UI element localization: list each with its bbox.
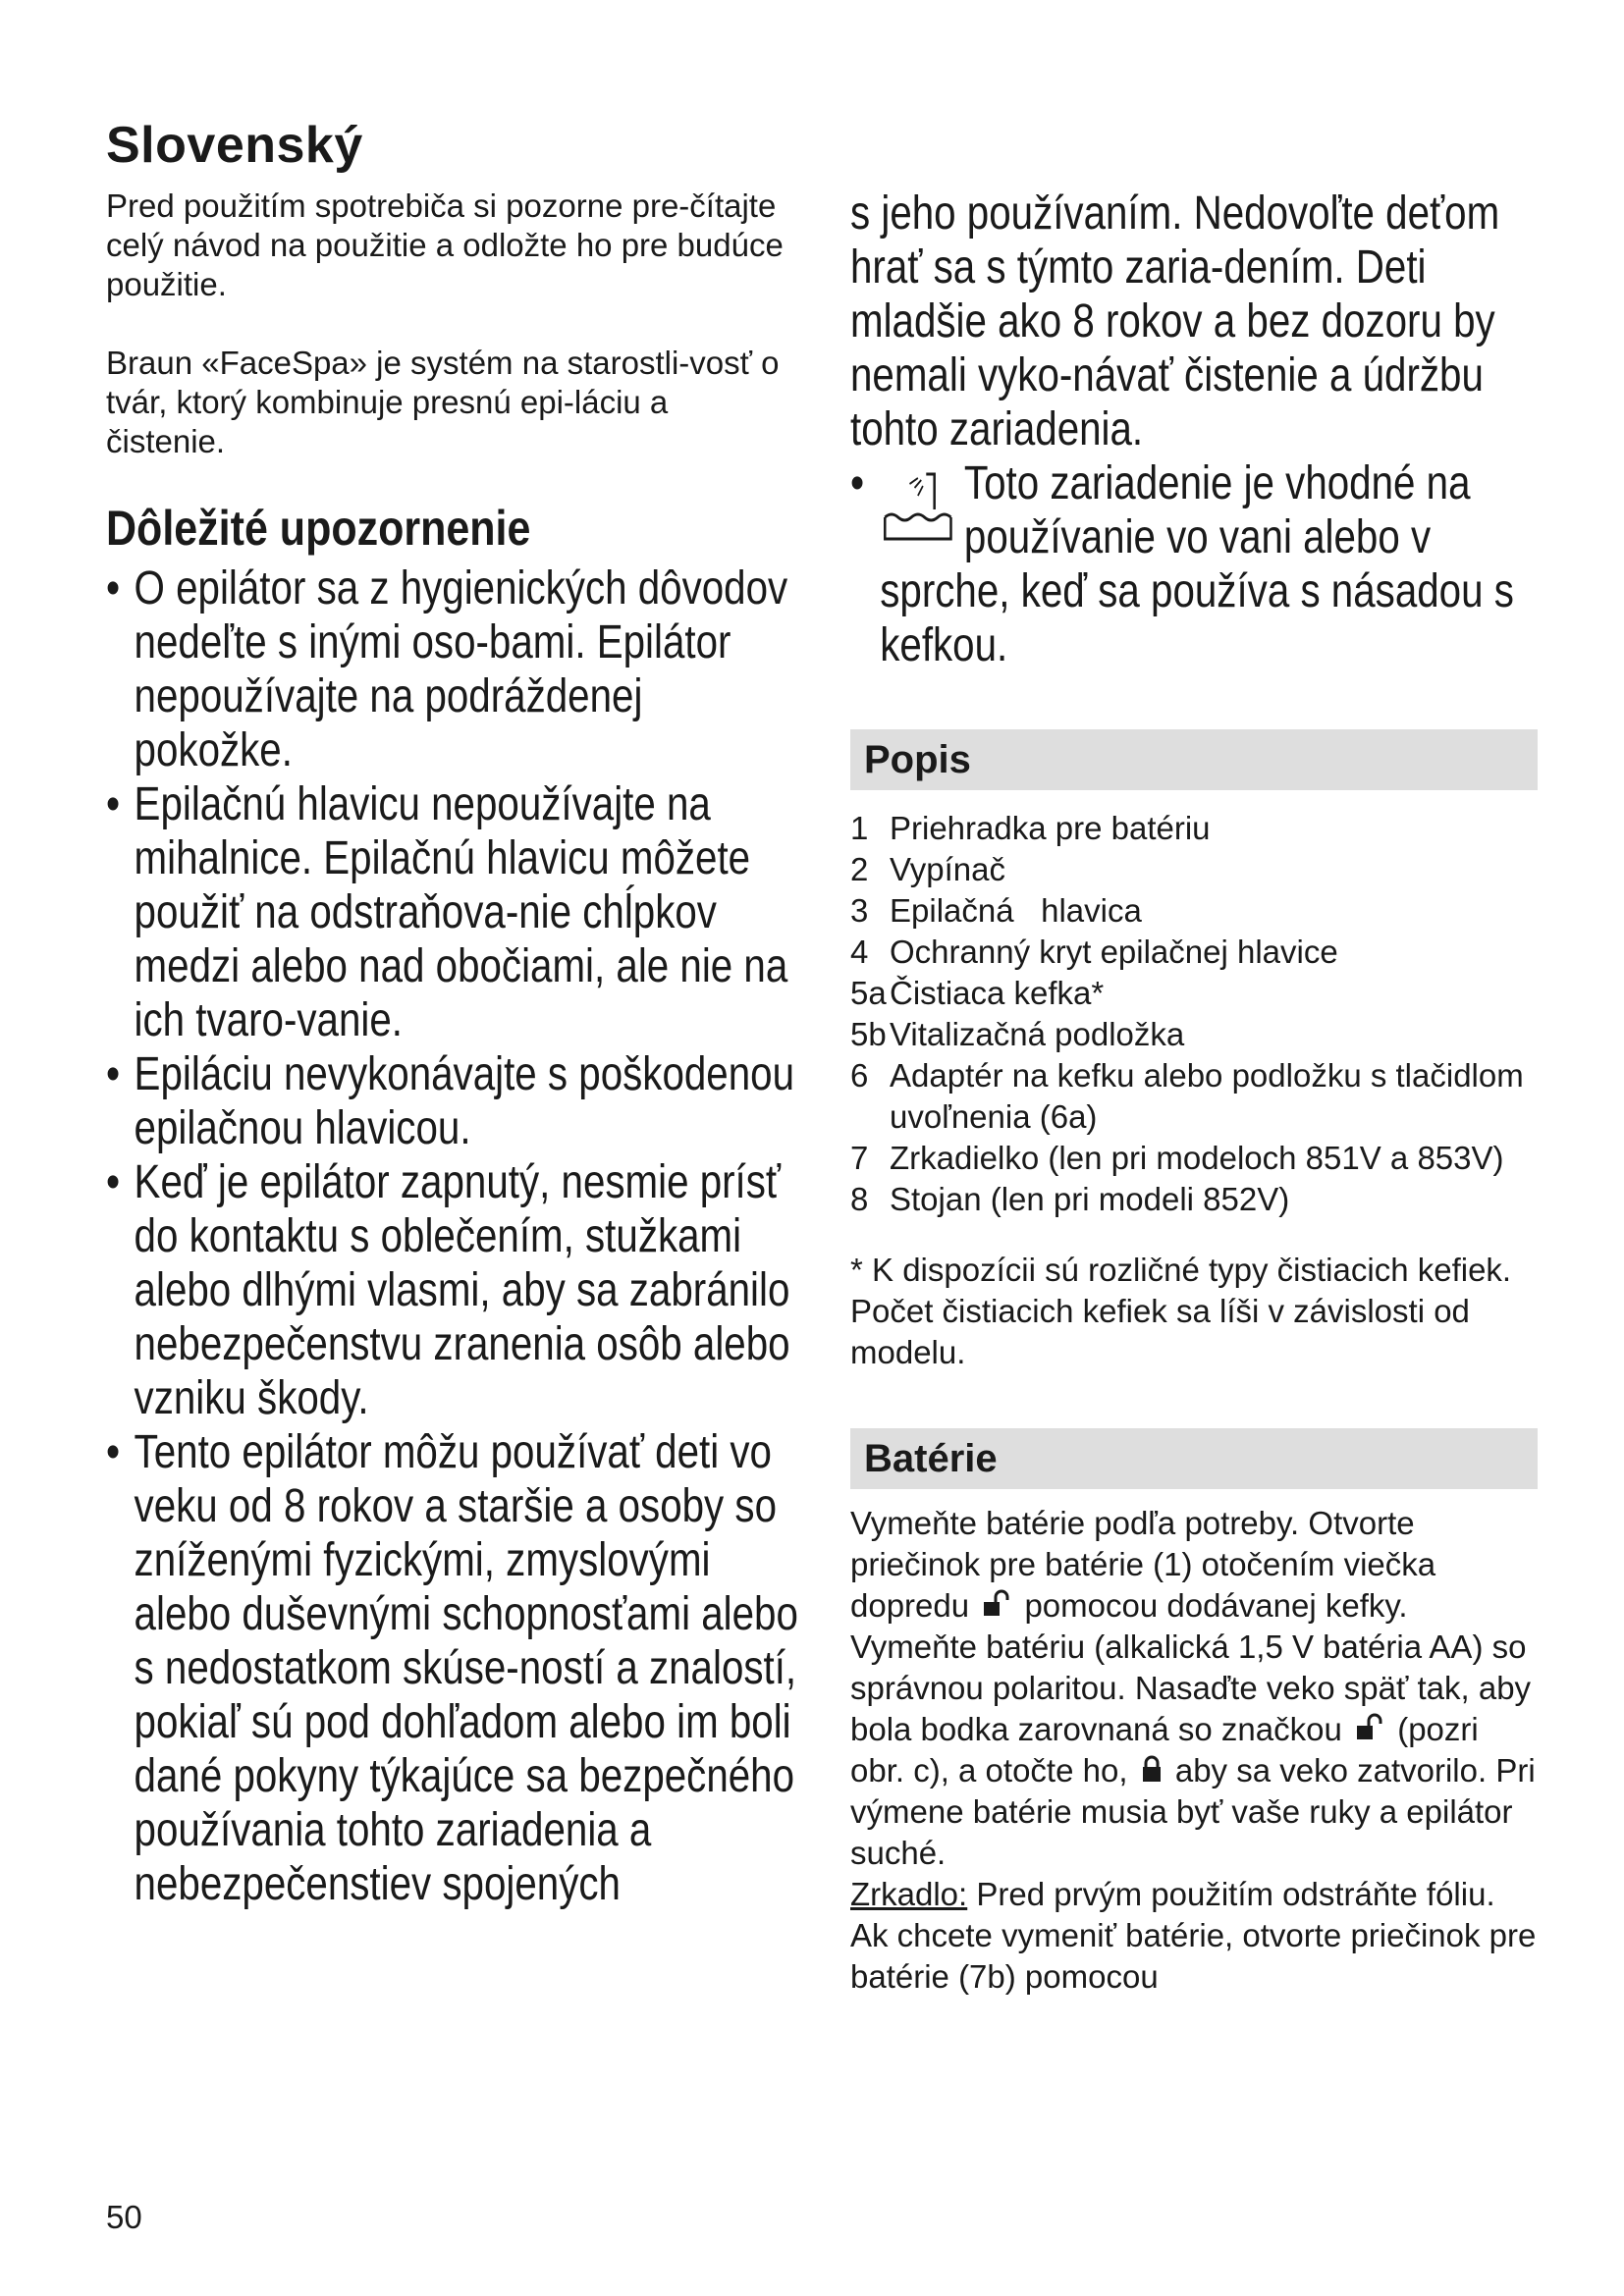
- list-item: 4 Ochranný kryt epilačnej hlavice: [850, 934, 1338, 970]
- description-note: * K dispozícii sú rozličné typy čistiacich kefiek. Počet čistiacich kefiek sa líši v závislosti od modelu.: [850, 1252, 1512, 1370]
- description-heading: Popis: [850, 729, 1538, 790]
- description-list: [850, 808, 1538, 1220]
- warnings-heading: Dôležité upozornenie: [106, 501, 531, 556]
- bullet-icon: •: [850, 457, 865, 509]
- list-item: 3 Epilačná hlavica: [850, 892, 1142, 929]
- warning-item: • Epiláciu nevykonávajte s poškodenou epilačnou hlavicou.: [106, 1048, 795, 1154]
- list-item: 8 Stojan (len pri modeli 852V): [850, 1181, 1290, 1217]
- warning-item: • Tento epilátor môžu používať deti vo veku od 8 rokov a staršie a osoby so zníženými fyzickými, zmyslovými alebo duševnými schopnosťami alebo s nedostatkom skúse-ností a znalostí, pokiaľ sú pod dohľadom alebo im boli dané pokyny týkajúce sa bezpečného používania tohto zariadenia a nebezpečenstiev spojených: [106, 1426, 798, 1910]
- bullet-icon: •: [106, 1156, 121, 1208]
- bathtub-shower-icon: [880, 460, 955, 551]
- warning-item: • Keď je epilátor zapnutý, nesmie prísť do kontaktu s oblečením, stužkami alebo dlhými vlasmi, aby sa zabránilo nebezpečenstvu zranenia osôb alebo vzniku škody.: [106, 1156, 790, 1424]
- right-column: [850, 187, 1538, 1998]
- batteries-paragraph: Vymeňte batérie podľa potreby. Otvorte priečinok pre batérie (1) otočením viečka dopredu pomocou dodávanej kefky. Vymeňte batériu (alkalická 1,5 V batéria AA) so správnou polaritou. Nasaďte veko späť tak, aby bola bodka zarovnaná so značkou (pozri obr. c), a otočte ho, aby sa veko zatvorilo. Pri výmene batérie musia byť vaše ruky a epilátor suché.: [850, 1505, 1536, 1871]
- list-item: 7 Zrkadielko (len pri modeloch 851V a 853V): [850, 1140, 1504, 1176]
- intro-paragraph: Pred použitím spotrebiča si pozorne pre-čítajte celý návod na použitie a odložte ho pre budúce použitie.: [106, 187, 784, 302]
- batteries-heading: Batérie: [850, 1428, 1538, 1489]
- bullet-icon: •: [106, 778, 121, 830]
- warning-continuation: s jeho používaním. Nedovoľte deťom hrať sa s týmto zaria-dením. Deti mladšie ako 8 rokov a bez dozoru by nemali vyko-návať čistenie a údržbu tohto zariadenia.: [850, 187, 1500, 455]
- list-item: 2 Vypínač: [850, 851, 1006, 887]
- page-number: 50: [106, 2199, 142, 2235]
- unlock-icon: [1355, 1713, 1384, 1742]
- left-column: [106, 187, 798, 1911]
- warning-item: • O epilátor sa z hygienických dôvodov nedeľte s inými oso-bami. Epilátor nepoužívajte na podráždenej pokožke.: [106, 562, 788, 776]
- lock-icon: [1141, 1754, 1163, 1784]
- unlock-icon: [982, 1589, 1011, 1619]
- list-item: 6 Adaptér na kefku alebo podložku s tlačidlom uvoľnenia (6a): [850, 1057, 1524, 1135]
- bullet-icon: •: [106, 1426, 121, 1478]
- page-title: Slovenský: [106, 117, 363, 174]
- bath-warning-item: • Toto zariadenie je vhodné na používanie vo vani alebo v sprche, keď sa používa s násadou s kefkou.: [850, 457, 1514, 671]
- warning-item: • Epilačnú hlavicu nepoužívajte na mihalnice. Epilačnú hlavicu môžete použiť na odstraňova-nie chĺpkov medzi alebo nad obočiami, ale nie na ich tvaro-vanie.: [106, 778, 788, 1046]
- list-item: 5b Vitalizačná podložka: [850, 1016, 1185, 1052]
- bullet-icon: •: [106, 1048, 121, 1100]
- mirror-label: Zrkadlo:: [850, 1876, 968, 1912]
- bullet-icon: •: [106, 562, 121, 614]
- intro-paragraph: Braun «FaceSpa» je systém na starostli-vosť o tvár, ktorý kombinuje presnú epi-láciu a čistenie.: [106, 345, 780, 459]
- warnings-list: [106, 561, 798, 1911]
- list-item: 1 Priehradka pre batériu: [850, 810, 1211, 846]
- mirror-paragraph: Zrkadlo: Pred prvým použitím odstráňte fóliu. Ak chcete vymeniť batérie, otvorte priečinok pre batérie (7b) pomocou: [850, 1876, 1537, 1995]
- list-item: 5a Čistiaca kefka*: [850, 975, 1105, 1011]
